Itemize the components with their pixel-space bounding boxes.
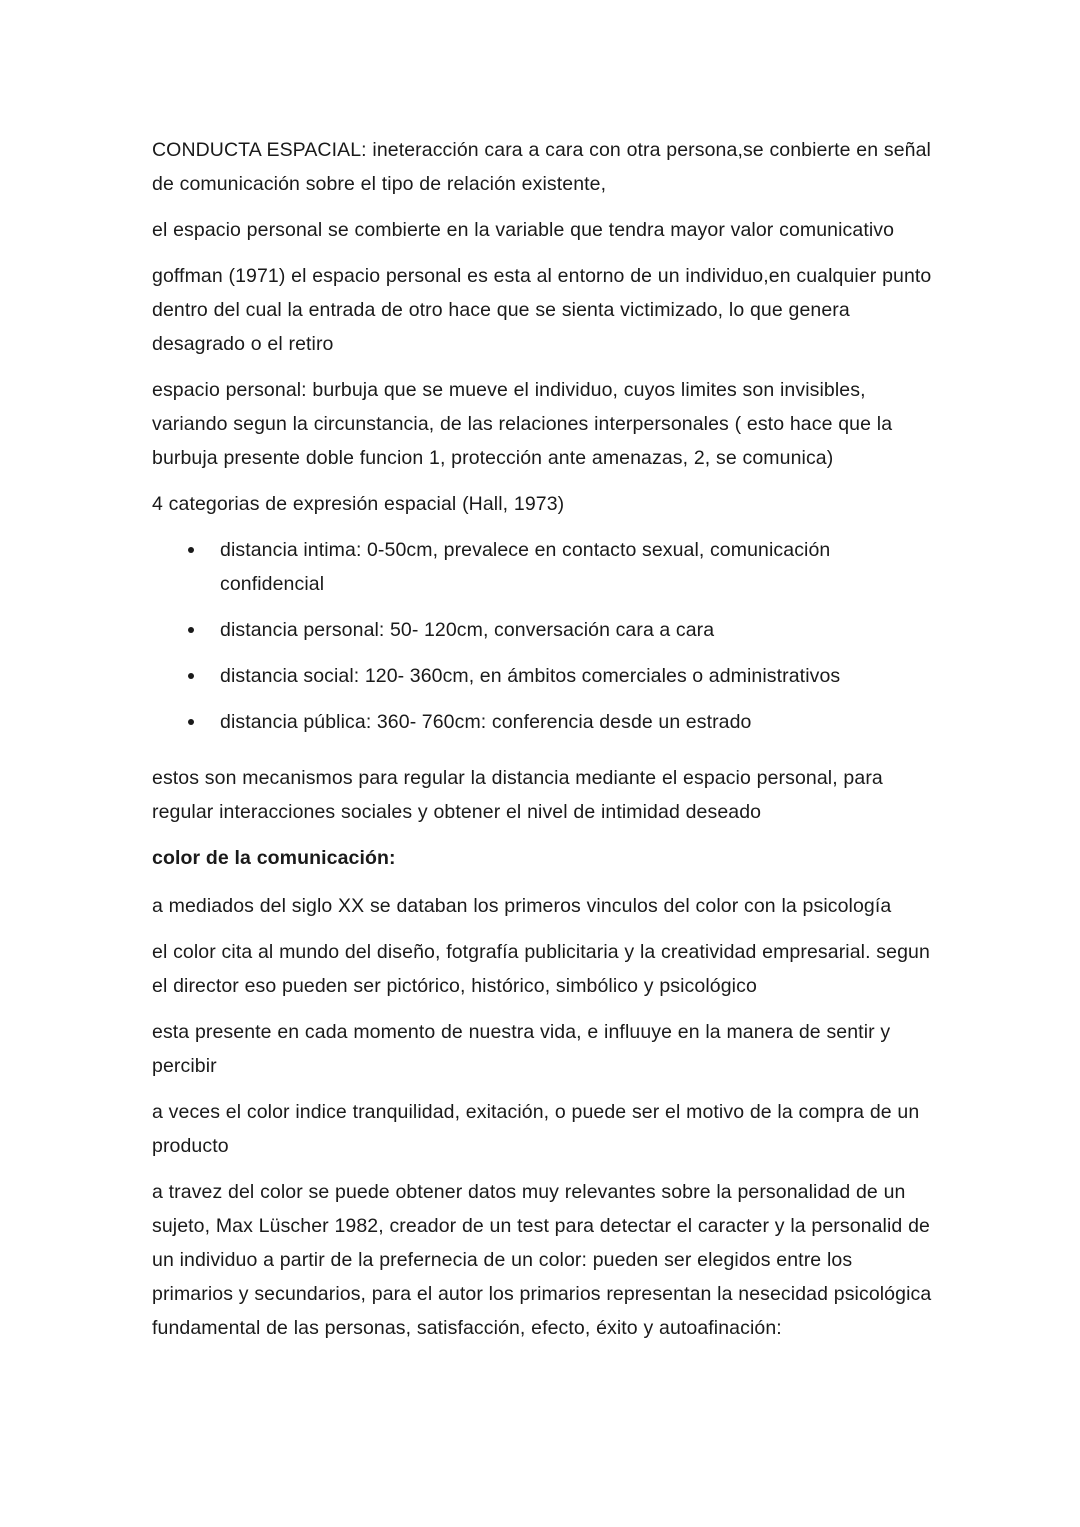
paragraph-siglo-xx-vinculos: a mediados del siglo XX se databan los primeros vinculos del color con la psicología	[152, 895, 892, 917]
list-item-label: distancia pública: 360- 760cm: conferencia desde un estrado	[220, 711, 752, 733]
bullet-point-icon	[188, 673, 194, 679]
paragraph-goffman-1971: goffman (1971) el espacio personal es esta al entorno de un individuo,en cualquier punto dentro del cual la entrada de otro hace que se sienta victimizado, lo que genera desagrado o el retiro	[152, 265, 932, 355]
list-item	[152, 533, 932, 601]
paragraph-conducta-espacial: CONDUCTA ESPACIAL: ineteracción cara a cara con otra persona,se conbierte en señal de comunicación sobre el tipo de relación existente,	[152, 139, 931, 195]
list-spacer	[152, 747, 932, 761]
paragraph-espacio-personal-burbuja: espacio personal: burbuja que se mueve el individuo, cuyos limites son invisibles, variando segun la circunstancia, de las relaciones interpersonales ( esto hace que la burbuja presente doble funcion 1, protección ante amenazas, 2, se comunica)	[152, 379, 893, 469]
bullet-point-icon	[188, 719, 194, 725]
paragraph-max-luscher-test: a travez del color se puede obtener datos muy relevantes sobre la personalidad de un sujeto, Max Lüscher 1982, creador de un test para detectar el caracter y la personalid de un individuo a partir de la prefernecia de un color: pueden ser elegidos entre los primarios y secundarios, para el autor los primarios representan la nesecidad psicológica fundamental de las personas, satisfacción, efecto, éxito y autoafinación:	[152, 1181, 932, 1339]
paragraph-color-presente-vida: esta presente en cada momento de nuestra vida, e influuye en la manera de sentir y percibir	[152, 1021, 891, 1077]
list-item-label: distancia intima: 0-50cm, prevalece en contacto sexual, comunicación confidencial	[220, 539, 831, 595]
distancias-bullet-list	[152, 533, 932, 739]
paragraph-color-tranquilidad-compra: a veces el color indice tranquilidad, exitación, o puede ser el motivo de la compra de un producto	[152, 1101, 920, 1157]
paragraph-color-diseno-fotografia: el color cita al mundo del diseño, fotgrafía publicitaria y la creatividad empresarial. segun el director eso pueden ser pictórico, histórico, simbólico y psicológico	[152, 941, 930, 997]
list-item	[152, 613, 932, 647]
document-body	[152, 133, 932, 1345]
bullet-point-icon	[188, 627, 194, 633]
bullet-point-icon	[188, 547, 194, 553]
list-item-label: distancia social: 120- 360cm, en ámbitos comerciales o administrativos	[220, 665, 841, 687]
paragraph-categorias-hall-1973: 4 categorias de expresión espacial (Hall, 1973)	[152, 493, 565, 515]
section-heading-color-comunicacion: color de la comunicación:	[152, 847, 396, 869]
list-item-label: distancia personal: 50- 120cm, conversación cara a cara	[220, 619, 715, 641]
paragraph-mecanismos-regular-distancia: estos son mecanismos para regular la distancia mediante el espacio personal, para regular interacciones sociales y obtener el nivel de intimidad deseado	[152, 767, 883, 823]
paragraph-espacio-personal-variable: el espacio personal se combierte en la variable que tendra mayor valor comunicativo	[152, 219, 895, 241]
list-item	[152, 659, 932, 693]
list-item	[152, 705, 932, 739]
